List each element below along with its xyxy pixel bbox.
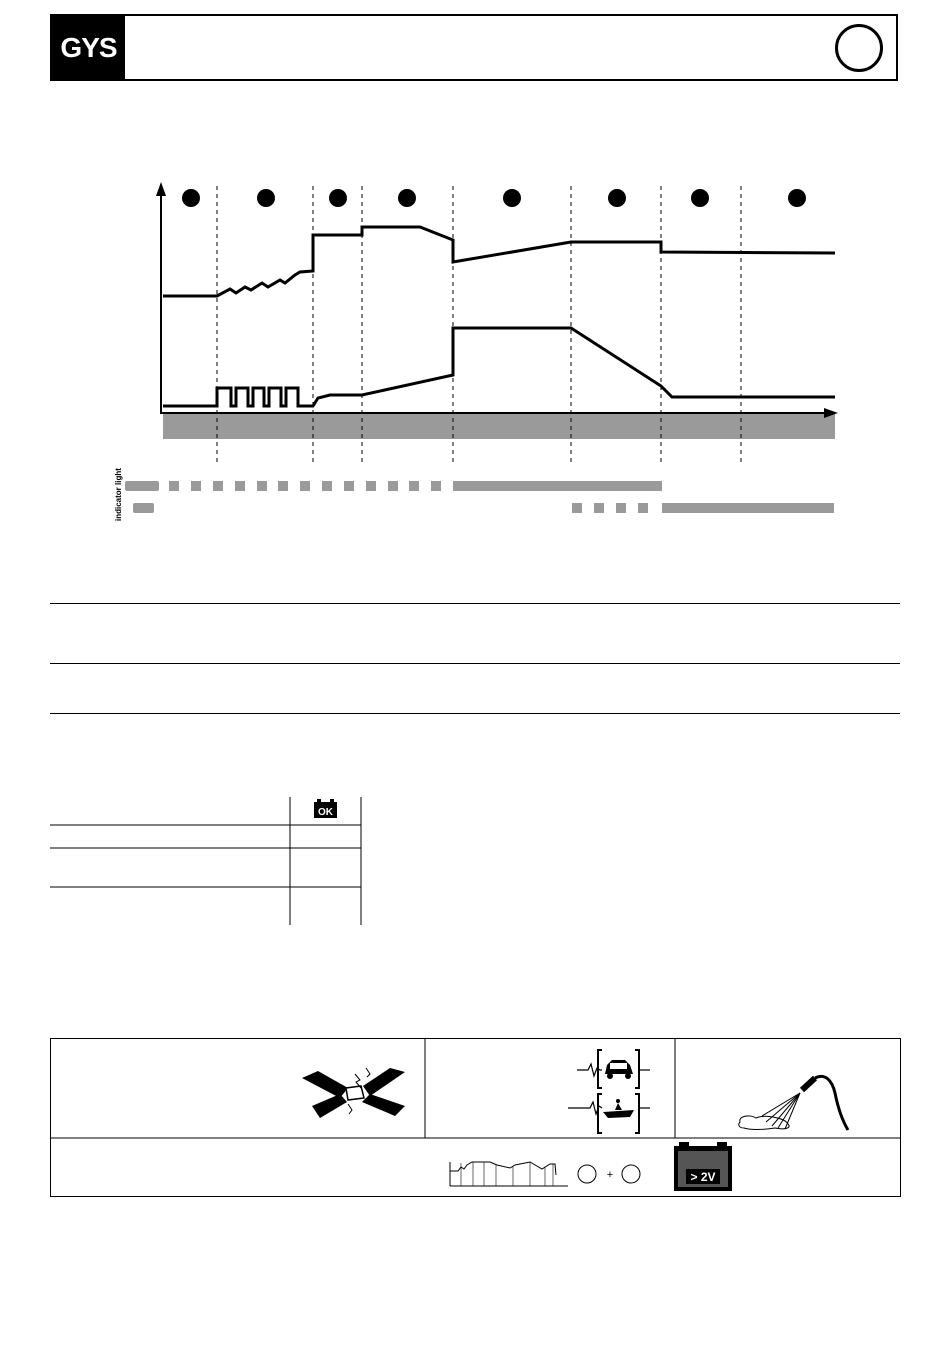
indicator-dash [638, 503, 648, 513]
indicator-segment [133, 503, 154, 513]
section-divider [50, 713, 900, 714]
status-table [50, 797, 362, 925]
indicator-segment [662, 503, 834, 513]
icons-panel [50, 1038, 901, 1197]
indicator-dash [278, 481, 288, 491]
indicator-dash [322, 481, 332, 491]
plus-sign: + [606, 1169, 614, 1181]
stage-marker [257, 189, 275, 207]
indicator-dash [409, 481, 419, 491]
boat-wave-icon [568, 1094, 650, 1133]
indicator-segment [453, 481, 662, 491]
indicator-dash [366, 481, 376, 491]
indicator-dash [235, 481, 245, 491]
section-divider [50, 603, 900, 604]
stage-markers [182, 189, 806, 207]
cable-short-circuit-icon [302, 1068, 405, 1118]
indicator-row-1 [125, 481, 662, 491]
car-wave-icon [577, 1050, 650, 1088]
voltage-curve [163, 227, 835, 296]
battery-ok-icon [314, 799, 337, 818]
indicator-dash [344, 481, 354, 491]
current-curve [163, 328, 835, 406]
indicator-dash [257, 481, 267, 491]
icons-panel-graphics [50, 1038, 901, 1197]
indicator-row-2 [133, 503, 834, 513]
stage-marker [788, 189, 806, 207]
indicator-dash [300, 481, 310, 491]
indicator-dash [213, 481, 223, 491]
indicator-dash [572, 503, 582, 513]
indicator-dash [594, 503, 604, 513]
water-spray-icon [739, 1076, 848, 1130]
time-bar [163, 414, 835, 439]
stage-marker [503, 189, 521, 207]
section-divider [50, 663, 900, 664]
stage-marker [329, 189, 347, 207]
indicator-dash [431, 481, 441, 491]
stage-marker [608, 189, 626, 207]
charge-curve-chart [0, 0, 950, 560]
stage-marker [691, 189, 709, 207]
logo-text: GYS [60, 31, 117, 63]
voltage-badge-text: > 2V [690, 1170, 716, 1184]
ok-badge-text: OK [318, 807, 333, 818]
battery-voltage-icon [674, 1142, 732, 1191]
indicator-dash [388, 481, 398, 491]
stage-marker [182, 189, 200, 207]
indicator-light-label: indicator light [114, 468, 123, 521]
indicator-dash [616, 503, 626, 513]
indicator-dash [169, 481, 179, 491]
mini-charge-graph-icon [450, 1162, 640, 1186]
y-axis-arrow-icon [156, 182, 166, 196]
indicator-dash [191, 481, 201, 491]
indicator-segment [125, 481, 159, 491]
stage-marker [398, 189, 416, 207]
